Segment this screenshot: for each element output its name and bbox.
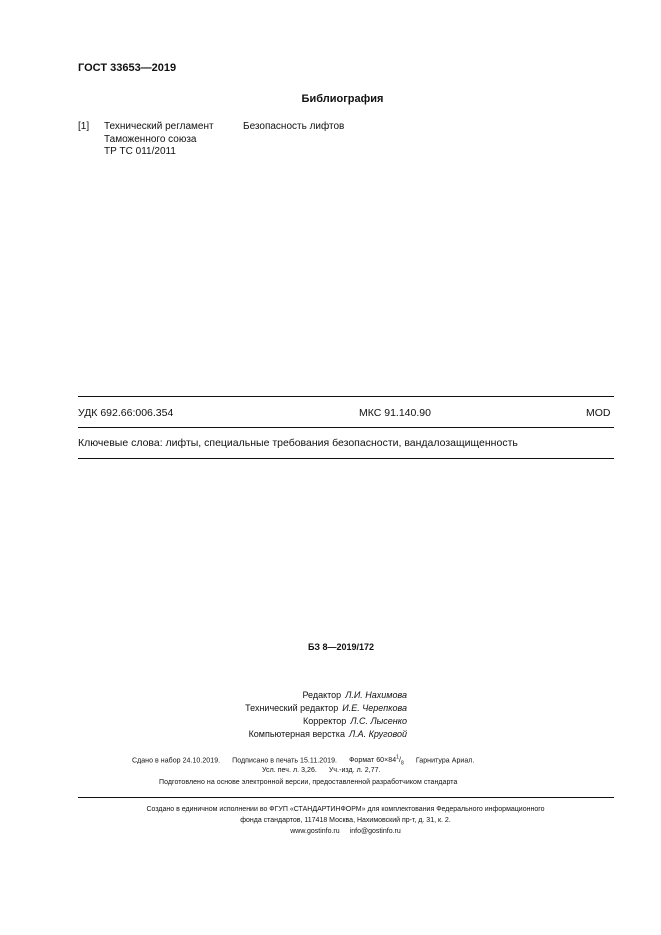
print-info-line2 <box>262 767 381 774</box>
document-header: ГОСТ 33653—2019 <box>78 62 177 74</box>
credit-name: И.Е. Черепкова <box>342 703 407 713</box>
udk-code: УДК 692.66:006.354 <box>78 407 174 419</box>
bz-number: БЗ 8—2019/172 <box>308 642 375 652</box>
email-link[interactable]: info@gostinfo.ru <box>349 828 401 835</box>
credit-role: Технический редактор <box>245 703 339 713</box>
footer-line2: фонда стандартов, 117418 Москва, Нахимовский пр-т, д. 31, к. 2. <box>240 817 451 824</box>
print-format: Формат $60\times 84^1/_8$ <box>349 755 404 767</box>
format-sup: 1 <box>396 755 399 761</box>
prepared-note: Подготовлено на основе электронной версии, предоставленной разработчиком стандарта <box>159 779 458 786</box>
mks-code: МКС 91.140.90 <box>359 407 431 419</box>
divider-middle <box>78 427 614 428</box>
credit-role: Редактор <box>302 690 342 700</box>
footer-line1: Создано в единичном исполнении во ФГУП «СТАНДАРТИНФОРМ» для комплектования Федерального информационного <box>146 806 545 813</box>
bibliography-title: Библиография <box>301 93 384 105</box>
bibliography-entry-document <box>104 121 214 159</box>
divider-top <box>78 396 614 397</box>
keywords: Ключевые слова: лифты, специальные требования безопасности, вандалозащищенность <box>78 437 518 449</box>
publication-sheets: Уч.-изд. л. 2,77. <box>328 767 381 774</box>
credit-layout <box>249 729 407 739</box>
signed-date: Подписано в печать 15.11.2019. <box>232 757 338 765</box>
website-link[interactable]: www.gostinfo.ru <box>290 828 340 835</box>
mod-marker: MOD <box>586 407 611 419</box>
bibliography-entry-number: [1] <box>78 121 90 132</box>
credit-role: Корректор <box>302 716 347 726</box>
credit-tech-editor <box>245 703 407 713</box>
credit-editor <box>302 690 407 700</box>
credit-role: Компьютерная верстка <box>248 729 345 739</box>
print-info-line1 <box>132 755 474 767</box>
typeface: Гарнитура Ариал. <box>415 757 475 765</box>
document-line: Технический регламент <box>104 121 214 132</box>
credit-name: Л.И. Нахимова <box>345 690 407 700</box>
divider-footer <box>78 797 614 798</box>
bibliography-entry-title: Безопасность лифтов <box>243 121 345 132</box>
document-line: Таможенного союза <box>104 133 197 145</box>
format-sub: 8 <box>400 760 404 767</box>
format-prefix: Формат 60×84 <box>349 757 397 765</box>
credit-name: Л.С. Лысенко <box>350 716 407 726</box>
credit-name: Л.А. Круговой <box>348 729 407 739</box>
footer-contacts <box>0 828 661 835</box>
submitted-date: Сдано в набор 24.10.2019. <box>132 757 221 765</box>
document-line: ТР ТС 011/2011 <box>104 146 176 157</box>
print-sheets: Усл. печ. л. 3,26. <box>262 767 317 774</box>
credit-corrector <box>303 716 407 726</box>
divider-bottom <box>78 458 614 459</box>
